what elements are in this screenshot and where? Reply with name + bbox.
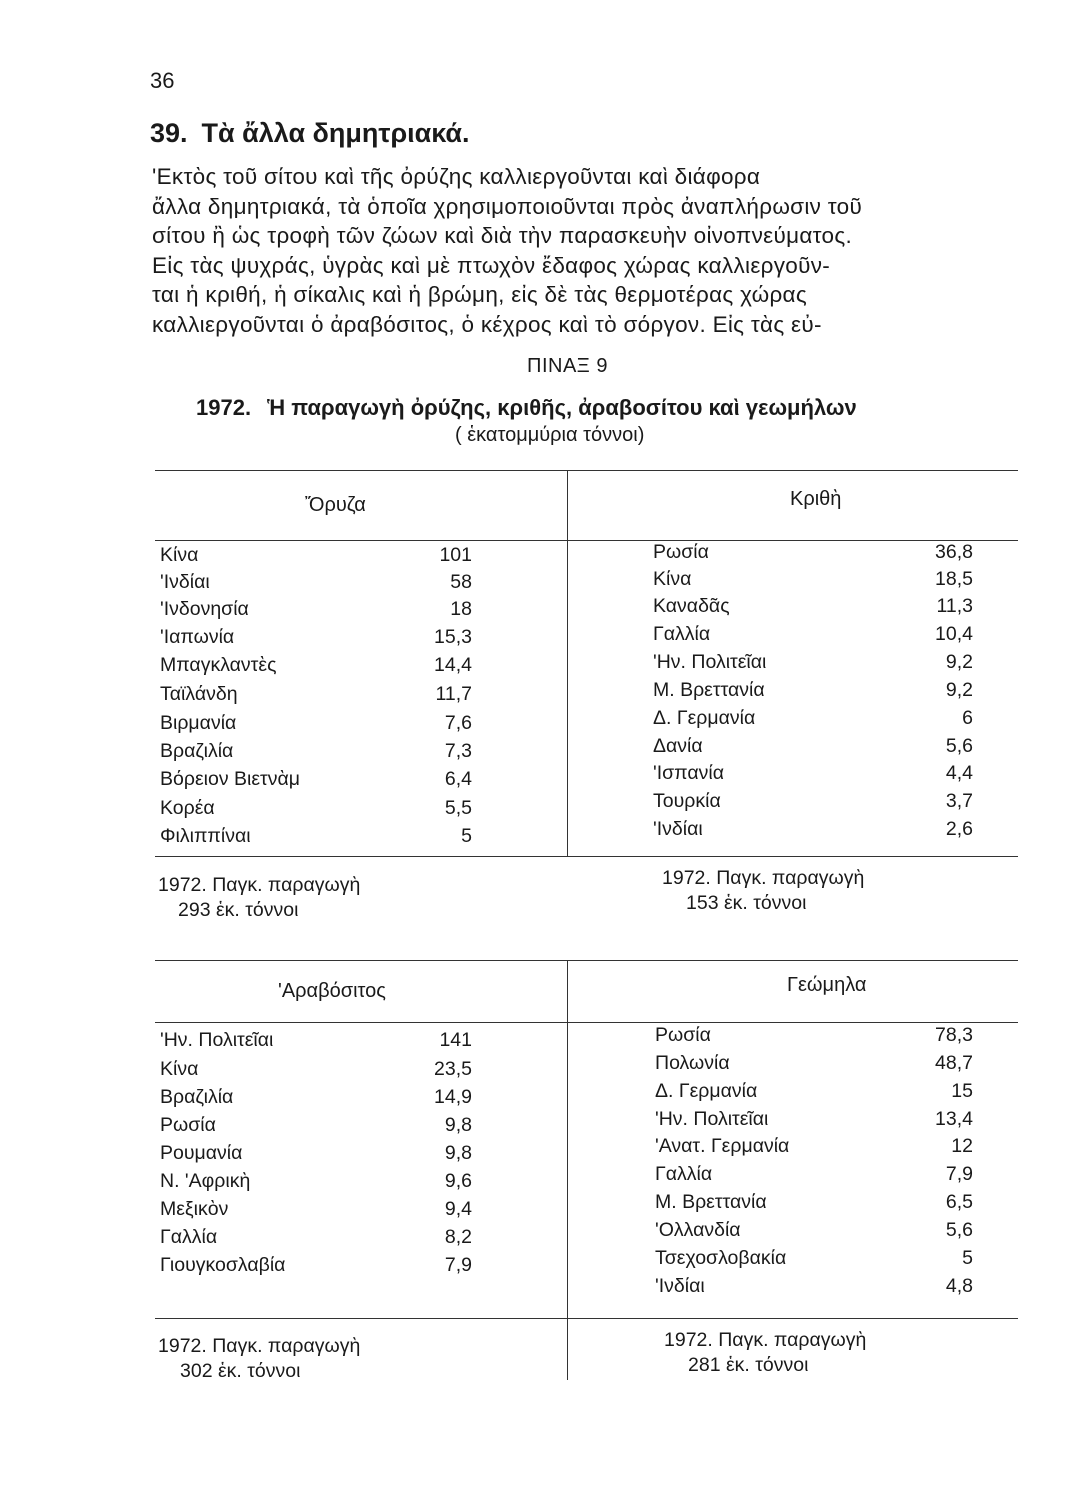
production-value: 141 xyxy=(439,1029,472,1051)
total-label: 1972. Παγκ. παραγωγὴ xyxy=(664,1329,867,1351)
country-name: 'Ινδίαι xyxy=(655,1275,705,1297)
column-divider xyxy=(567,470,568,856)
production-value: 11,7 xyxy=(435,683,472,705)
country-name: Γαλλία xyxy=(160,1226,218,1248)
table-row xyxy=(653,735,973,762)
country-name: Κίνα xyxy=(160,544,199,566)
country-name: Γαλλία xyxy=(655,1163,713,1185)
country-name: 'Ιαπωνία xyxy=(160,626,235,648)
table-title-text: Ἡ παραγωγὴ ὀρύζης, κριθῆς, ἀραβοσίτου καὶ γεωμήλων xyxy=(267,395,857,420)
production-value: 3,7 xyxy=(945,790,973,812)
table-unit: ( ἑκατομμύρια τόννοι) xyxy=(455,424,645,446)
production-value: 48,7 xyxy=(935,1052,973,1074)
production-value: 36,8 xyxy=(935,541,973,563)
production-value: 23,5 xyxy=(434,1058,472,1080)
production-value: 18,5 xyxy=(935,568,973,590)
table-row xyxy=(160,1086,472,1113)
table-row xyxy=(160,626,472,653)
country-name: Ρουμανία xyxy=(160,1142,243,1164)
production-value: 58 xyxy=(450,571,472,593)
table-row xyxy=(653,707,973,734)
production-value: 9,8 xyxy=(444,1114,472,1136)
production-value: 5 xyxy=(461,825,472,847)
production-value: 5,5 xyxy=(444,797,472,819)
table-row xyxy=(655,1191,973,1218)
production-value: 14,9 xyxy=(434,1086,472,1108)
production-value: 5 xyxy=(962,1247,973,1269)
country-name: 'Ολλανδία xyxy=(655,1219,741,1241)
header-rice: Ὄρυζα xyxy=(305,494,366,516)
header-barley: Κριθὴ xyxy=(790,488,842,510)
country-name: 'Ην. Πολιτεῖαι xyxy=(655,1108,769,1130)
country-name: 'Ανατ. Γερμανία xyxy=(655,1135,790,1157)
country-name: Ρωσία xyxy=(160,1114,216,1136)
country-name: 'Ινδίαι xyxy=(653,818,703,840)
production-value: 5,6 xyxy=(945,735,973,757)
table-row xyxy=(160,1254,472,1281)
total-amount: 281 ἑκ. τόννοι xyxy=(688,1354,809,1376)
body-paragraph xyxy=(152,162,1002,340)
total-maize xyxy=(158,1334,360,1384)
section-divider-rule xyxy=(155,856,1018,857)
production-value: 15,3 xyxy=(434,626,472,648)
production-value: 4,8 xyxy=(945,1275,973,1297)
total-label: 1972. Παγκ. παραγωγὴ xyxy=(158,874,361,896)
total-label: 1972. Παγκ. παραγωγὴ xyxy=(662,867,865,889)
table-row xyxy=(160,683,472,710)
section-divider-rule xyxy=(155,1318,1018,1319)
production-value: 9,6 xyxy=(444,1170,472,1192)
table-row xyxy=(653,818,973,845)
production-value: 6,4 xyxy=(444,768,472,790)
table-row xyxy=(653,623,973,650)
country-name: Ταϊλάνδη xyxy=(160,683,238,705)
country-name: Κορέα xyxy=(160,797,215,819)
country-name: 'Ην. Πολιτεῖαι xyxy=(160,1029,274,1051)
table-row xyxy=(653,790,973,817)
production-value: 9,8 xyxy=(444,1142,472,1164)
production-value: 12 xyxy=(951,1135,973,1157)
table-row xyxy=(160,544,472,571)
table-year: 1972. xyxy=(196,395,252,420)
table-top-rule xyxy=(155,470,1018,471)
total-amount: 293 ἑκ. τόννοι xyxy=(178,899,299,921)
country-name: Βόρειον Βιετνὰμ xyxy=(160,768,300,790)
country-name: Κίνα xyxy=(160,1058,199,1080)
table-row xyxy=(655,1247,973,1274)
production-value: 4,4 xyxy=(945,762,973,784)
country-name: Δανία xyxy=(653,735,703,757)
production-value: 15 xyxy=(951,1080,973,1102)
table-row xyxy=(655,1052,973,1079)
total-amount: 153 ἑκ. τόννοι xyxy=(686,892,807,914)
production-value: 6 xyxy=(962,707,973,729)
total-barley xyxy=(662,866,864,916)
table-title xyxy=(196,395,857,421)
country-name: 'Ινδίαι xyxy=(160,571,210,593)
table-row xyxy=(160,654,472,681)
table-row xyxy=(653,762,973,789)
table-row xyxy=(653,541,973,568)
country-name: Μεξικὸν xyxy=(160,1198,229,1220)
table-row xyxy=(160,1170,472,1197)
table-row xyxy=(655,1135,973,1162)
table-row xyxy=(160,571,472,598)
total-potatoes xyxy=(664,1328,866,1378)
table-row xyxy=(160,797,472,824)
table-row xyxy=(160,1142,472,1169)
country-name: Δ. Γερμανία xyxy=(653,707,756,729)
country-name: Γαλλία xyxy=(653,623,711,645)
table-row xyxy=(653,679,973,706)
country-name: Ρωσία xyxy=(655,1024,711,1046)
production-value: 8,2 xyxy=(444,1226,472,1248)
table-row xyxy=(160,1198,472,1225)
country-name: Καναδᾶς xyxy=(653,595,730,617)
paragraph-line: σίτου ἢ ὡς τροφὴ τῶν ζώων καὶ διὰ τὴν παρασκευὴν οἰνοπνεύματος. xyxy=(152,223,853,249)
table-row xyxy=(160,768,472,795)
production-value: 11,3 xyxy=(936,595,973,617)
country-name: Βραζιλία xyxy=(160,740,234,762)
production-value: 78,3 xyxy=(935,1024,973,1046)
table-row xyxy=(653,651,973,678)
table-row xyxy=(160,740,472,767)
country-name: Τσεχοσλοβακία xyxy=(655,1247,787,1269)
section-heading xyxy=(150,118,470,149)
country-name: Φιλιππίναι xyxy=(160,825,251,847)
country-name: Μπαγκλαντὲς xyxy=(160,654,277,676)
country-name: Τουρκία xyxy=(653,790,721,812)
country-name: Ρωσία xyxy=(653,541,709,563)
production-value: 10,4 xyxy=(935,623,973,645)
total-rice xyxy=(158,873,360,923)
header-maize: 'Αραβόσιτος xyxy=(278,980,386,1002)
country-name: Μ. Βρεττανία xyxy=(655,1191,767,1213)
country-name: Βιρμανία xyxy=(160,712,237,734)
section-divider-rule xyxy=(155,960,1018,961)
production-value: 14,4 xyxy=(434,654,472,676)
country-name: 'Ινδονησία xyxy=(160,598,249,620)
table-row xyxy=(653,595,973,622)
table-row xyxy=(653,568,973,595)
production-value: 9,2 xyxy=(945,651,973,673)
country-name: Ν. 'Αφρικὴ xyxy=(160,1170,251,1192)
production-value: 18 xyxy=(450,598,472,620)
production-value: 9,4 xyxy=(444,1198,472,1220)
section-title: Τὰ ἄλλα δημητριακά. xyxy=(201,118,470,148)
production-value: 7,9 xyxy=(444,1254,472,1276)
section-number: 39. xyxy=(150,118,188,148)
production-value: 7,6 xyxy=(444,712,472,734)
country-name: 'Ισπανία xyxy=(653,762,724,784)
production-value: 6,5 xyxy=(945,1191,973,1213)
table-label: ΠΙΝΑΞ 9 xyxy=(527,355,608,377)
table-row xyxy=(655,1024,973,1051)
table-row xyxy=(655,1163,973,1190)
country-name: Βραζιλία xyxy=(160,1086,234,1108)
total-amount: 302 ἑκ. τόννοι xyxy=(180,1360,301,1382)
paragraph-line: ται ἡ κριθή, ἡ σίκαλις καὶ ἡ βρώμη, εἰς δὲ τὰς θερμοτέρας χώρας xyxy=(152,282,807,308)
header-potatoes: Γεώμηλα xyxy=(787,974,867,996)
table-row xyxy=(160,825,472,852)
table-row xyxy=(655,1275,973,1302)
production-value: 9,2 xyxy=(945,679,973,701)
table-row xyxy=(655,1219,973,1246)
table-row xyxy=(160,598,472,625)
country-name: 'Ην. Πολιτεῖαι xyxy=(653,651,767,673)
table-row xyxy=(655,1108,973,1135)
header-rule xyxy=(155,1022,1018,1023)
production-value: 7,9 xyxy=(945,1163,973,1185)
country-name: Μ. Βρεττανία xyxy=(653,679,765,701)
paragraph-line: ἄλλα δημητριακά, τὰ ὁποῖα χρησιμοποιοῦνται πρὸς ἀναπλήρωσιν τοῦ xyxy=(152,193,863,219)
production-value: 7,3 xyxy=(444,740,472,762)
table-row xyxy=(160,1058,472,1085)
column-divider xyxy=(567,960,568,1380)
country-name: Γιουγκοσλαβία xyxy=(160,1254,286,1276)
production-value: 5,6 xyxy=(945,1219,973,1241)
country-name: Δ. Γερμανία xyxy=(655,1080,758,1102)
page-number: 36 xyxy=(150,68,175,93)
production-value: 13,4 xyxy=(935,1108,973,1130)
production-value: 2,6 xyxy=(945,818,973,840)
paragraph-line: Εἰς τὰς ψυχράς, ὑγρὰς καὶ μὲ πτωχὸν ἔδαφος χώρας καλλιεργοῦν- xyxy=(152,252,831,278)
total-label: 1972. Παγκ. παραγωγὴ xyxy=(158,1335,361,1357)
table-row xyxy=(160,1114,472,1141)
table-row xyxy=(655,1080,973,1107)
country-name: Κίνα xyxy=(653,568,692,590)
paragraph-line: καλλιεργοῦνται ὁ ἀραβόσιτος, ὁ κέχρος καὶ τὸ σόργον. Εἰς τὰς εὐ- xyxy=(152,311,822,337)
country-name: Πολωνία xyxy=(655,1052,730,1074)
paragraph-line: 'Εκτὸς τοῦ σίτου καὶ τῆς ὀρύζης καλλιεργοῦνται καὶ διάφορα xyxy=(152,164,761,189)
table-row xyxy=(160,1029,472,1056)
table-row xyxy=(160,1226,472,1253)
production-value: 101 xyxy=(439,544,472,566)
table-row xyxy=(160,712,472,739)
